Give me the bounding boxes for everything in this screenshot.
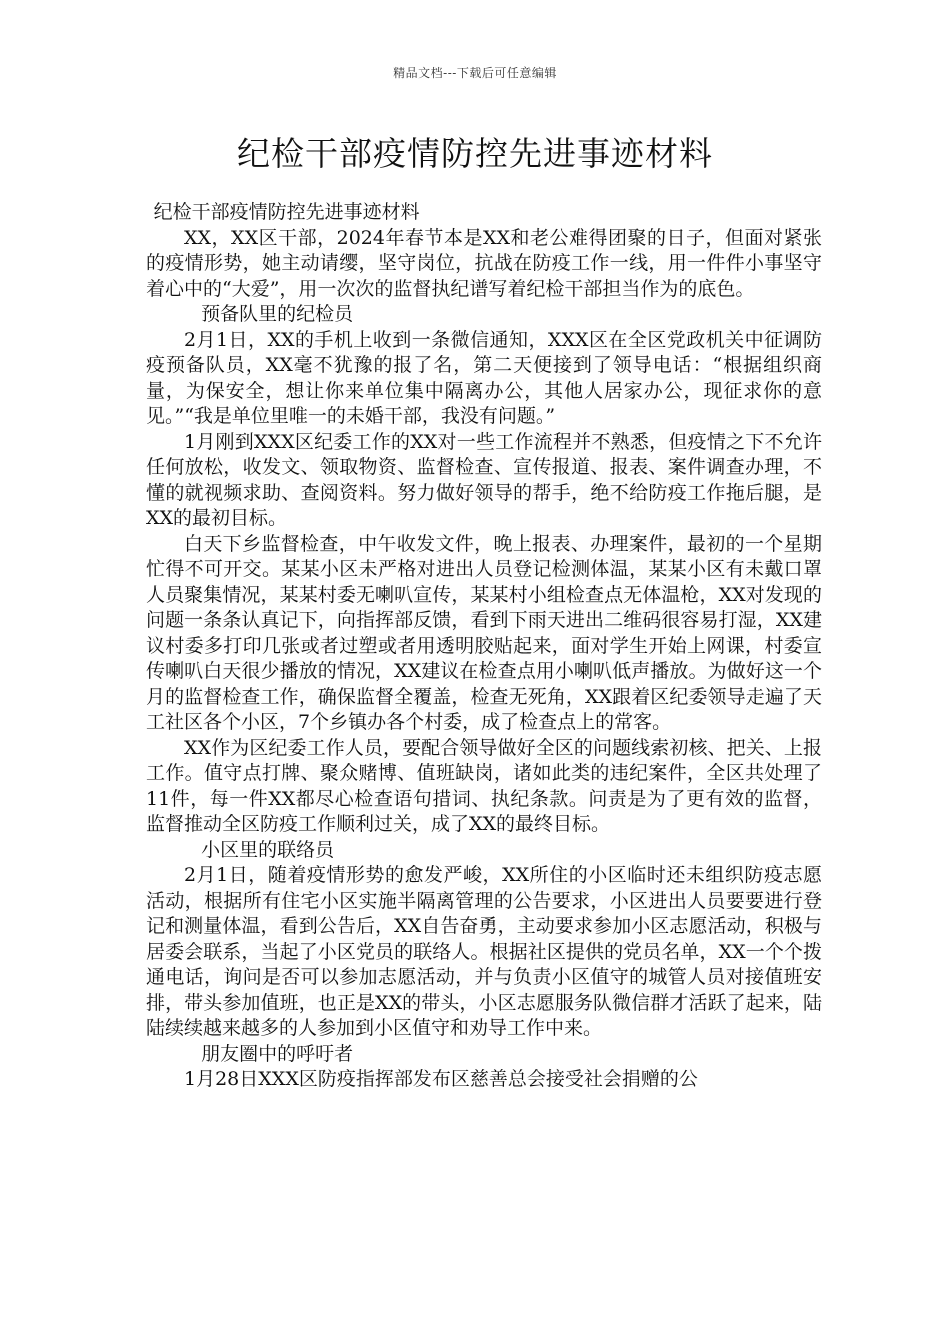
section-heading-community-liaison: 小区里的联络员	[201, 838, 335, 861]
page-header-note: 精品文档---下载后可任意编辑	[393, 66, 557, 80]
paragraph: 1月刚到XXX区纪委工作的XX对一些工作流程并不熟悉，但疫情之下不允许任何放松，收发文、领取物资、监督检查、宣传报道、报表、案件调查办理，不懂的就视频求助、查阅资料。努力做好领导的帮手，绝不给防疫工作拖后腿，是XX的最初目标。	[146, 430, 822, 529]
paragraph: 2月1日，随着疫情形势的愈发严峻，XX所住的小区临时还未组织防疫志愿活动，根据所有住宅小区实施半隔离管理的公告要求，小区进出人员要要进行登记和测量体温，看到公告后，XX自告奋勇，主动要求参加小区志愿活动，积极与居委会联系，当起了小区党员的联络人。根据社区提供的党员名单，XX一个个拨通电话，询问是否可以参加志愿活动，并与负责小区值守的城管人员对接值班安排，带头参加值班，也正是XX的带头，小区志愿服务队微信群才活跃了起来，陆陆续续越来越多的人参加到小区值守和劝导工作中来。	[146, 864, 822, 1039]
paragraph: XX作为区纪委工作人员，要配合领导做好全区的问题线索初核、把关、上报工作。值守点打牌、聚众赌博、值班缺岗，诸如此类的违纪案件，全区共处理了11件，每一件XX都尽心检查语句措词、执纪条款。问责是为了更有效的监督，监督推动全区防疫工作顺利过关，成了XX的最终目标。	[146, 736, 822, 835]
body-heading: 纪检干部疫情防控先进事迹材料	[153, 201, 420, 223]
section-heading-moments-advocate: 朋友圈中的呼吁者	[201, 1042, 354, 1065]
paragraph: 2月1日，XX的手机上收到一条微信通知，XXX区在全区党政机关中征调防疫预备队员，XX毫不犹豫的报了名，第二天便接到了领导电话：“根据组织商量，为保安全，想让你来单位集中隔离办公，其他人居家办公，现征求你的意见。”“我是单位里唯一的未婚干部，我没有问题。”	[146, 328, 822, 427]
paragraph: 白天下乡监督检查，中午收发文件，晚上报表、办理案件，最初的一个星期忙得不可开交。某某小区未严格对进出人员登记检测体温，某某小区有未戴口罩人员聚集情况，某某村委无喇叭宣传，某某村小组检查点无体温枪，XX对发现的问题一条条认真记下，向指挥部反馈，看到下雨天进出二维码很容易打湿，XX建议村委多打印几张或者过塑或者用透明胶贴起来，面对学生开始上网课，村委宣传喇叭白天很少播放的情况，XX建议在检查点用小喇叭低声播放。为做好这一个月的监督检查工作，确保监督全覆盖，检查无死角，XX跟着区纪委领导走遍了天工社区各个小区，7个乡镇办各个村委，成了检查点上的常客。	[146, 532, 822, 733]
paragraph-intro: XX，XX区干部，2024年春节本是XX和老公难得团聚的日子，但面对紧张的疫情形势，她主动请缨，坚守岗位，抗战在防疫工作一线，用一件件小事坚守着心中的“大爱”，用一次次的监督执纪谱写着纪检干部担当作为的底色。	[146, 226, 822, 300]
section-heading-reserve-team: 预备队里的纪检员	[201, 303, 354, 325]
paragraph: 1月28日XXX区防疫指挥部发布区慈善总会接受社会捐赠的公	[184, 1068, 698, 1090]
document-title: 纪检干部疫情防控先进事迹材料	[237, 134, 713, 173]
document-body	[146, 200, 822, 1093]
